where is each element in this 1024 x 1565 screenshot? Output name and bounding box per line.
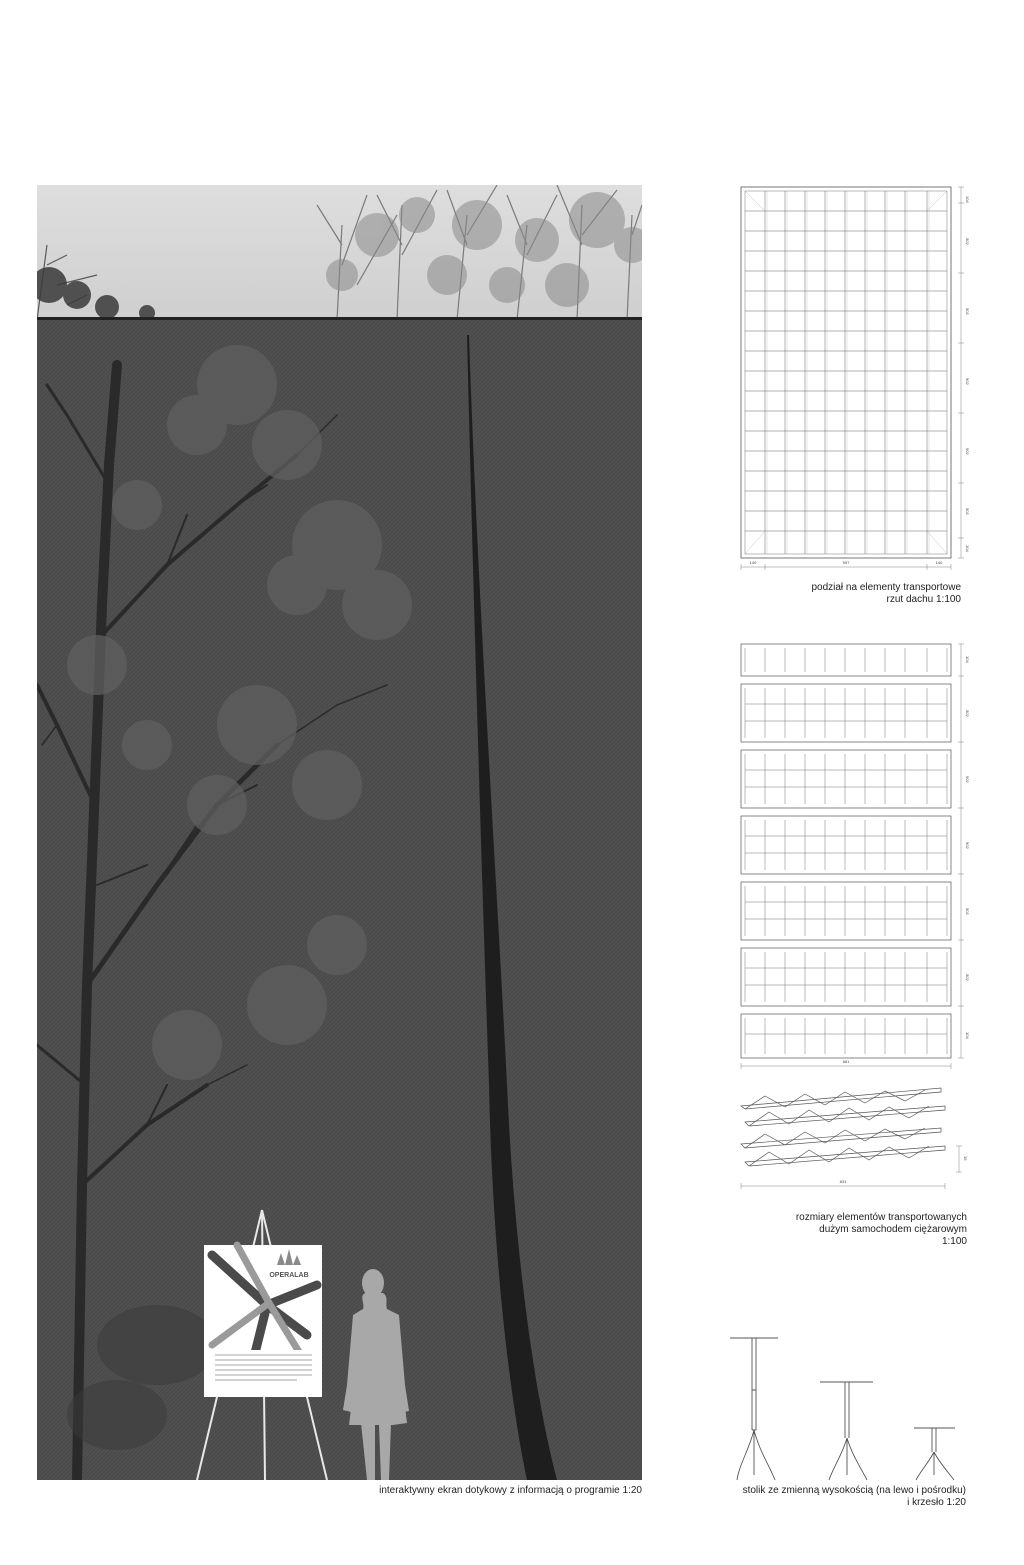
roof-side-dim-1: 104 — [965, 196, 970, 203]
transport-side-dim-3: 502 — [965, 776, 970, 783]
roof-dim-right: 140 — [935, 560, 943, 565]
truss-dim-lines — [741, 1146, 962, 1189]
info-poster — [204, 1245, 322, 1397]
roof-dim-mid: 597 — [842, 560, 850, 565]
transport-dim-lines — [741, 644, 964, 1069]
transport-side-dim-5: 502 — [965, 908, 970, 915]
truss-elements-drawing — [735, 1082, 970, 1197]
pavilion-render — [37, 185, 642, 1480]
transport-dim-bottom: 881 — [842, 1059, 850, 1064]
transport-grid — [745, 648, 947, 1054]
transport-side-dim-6: 502 — [965, 974, 970, 981]
roof-side-dim-4: 502 — [965, 378, 970, 385]
transport-side-dim-1: 104 — [965, 656, 970, 663]
transport-elements-svg — [735, 640, 970, 1070]
roof-plan-dim-lines — [741, 187, 964, 570]
roof-plan-grid — [745, 191, 947, 554]
roof-side-dim-6: 502 — [965, 508, 970, 515]
transport-caption-3: 1:100 — [941, 1236, 967, 1247]
table-caption-1: stolik ze zmienną wysokością (na lewo i pośrodku) — [742, 1485, 966, 1496]
table-caption-2: i krzesło 1:20 — [907, 1497, 966, 1508]
truss-elements-svg — [735, 1082, 970, 1197]
transport-caption-1: rozmiary elementów transportowanych — [795, 1212, 967, 1223]
transport-side-dim-7: 104 — [965, 1032, 970, 1039]
truss-dim-bottom: 831 — [839, 1179, 847, 1184]
roof-side-dim-7: 104 — [965, 545, 970, 552]
roof-dim-left: 140 — [749, 560, 757, 565]
roof-plan-caption-2: rzut dachu 1:100 — [886, 594, 961, 605]
truss-dim-side: 15 — [963, 1156, 968, 1161]
roof-plan-drawing — [735, 183, 970, 573]
chair — [914, 1428, 955, 1480]
tall-table — [730, 1338, 778, 1480]
poster-logo-text: OPERALAB — [269, 1272, 309, 1279]
tables-svg — [725, 1330, 975, 1485]
transport-side-dim-4: 502 — [965, 842, 970, 849]
wall-top-edge — [37, 317, 642, 320]
touchscreen-caption: interaktywny ekran dotykowy z informacją o programie 1:20 — [379, 1485, 642, 1496]
medium-table — [820, 1382, 873, 1480]
roof-side-dim-2: 502 — [965, 238, 970, 245]
transport-segments — [741, 644, 951, 1058]
transport-elements-drawing — [735, 640, 970, 1070]
roof-plan-svg — [735, 183, 970, 573]
roof-side-dim-5: 502 — [965, 448, 970, 455]
truss-stack — [741, 1088, 945, 1166]
roof-plan-corners — [745, 191, 947, 554]
transport-caption-2: dużym samochodem ciężarowym — [819, 1224, 967, 1235]
roof-side-dim-3: 502 — [965, 308, 970, 315]
tables-drawing — [725, 1330, 975, 1485]
roof-plan-caption-1: podział na elementy transportowe — [811, 582, 961, 593]
render-svg — [37, 185, 642, 1480]
transport-side-dim-2: 502 — [965, 710, 970, 717]
roof-plan-outline — [741, 187, 951, 558]
